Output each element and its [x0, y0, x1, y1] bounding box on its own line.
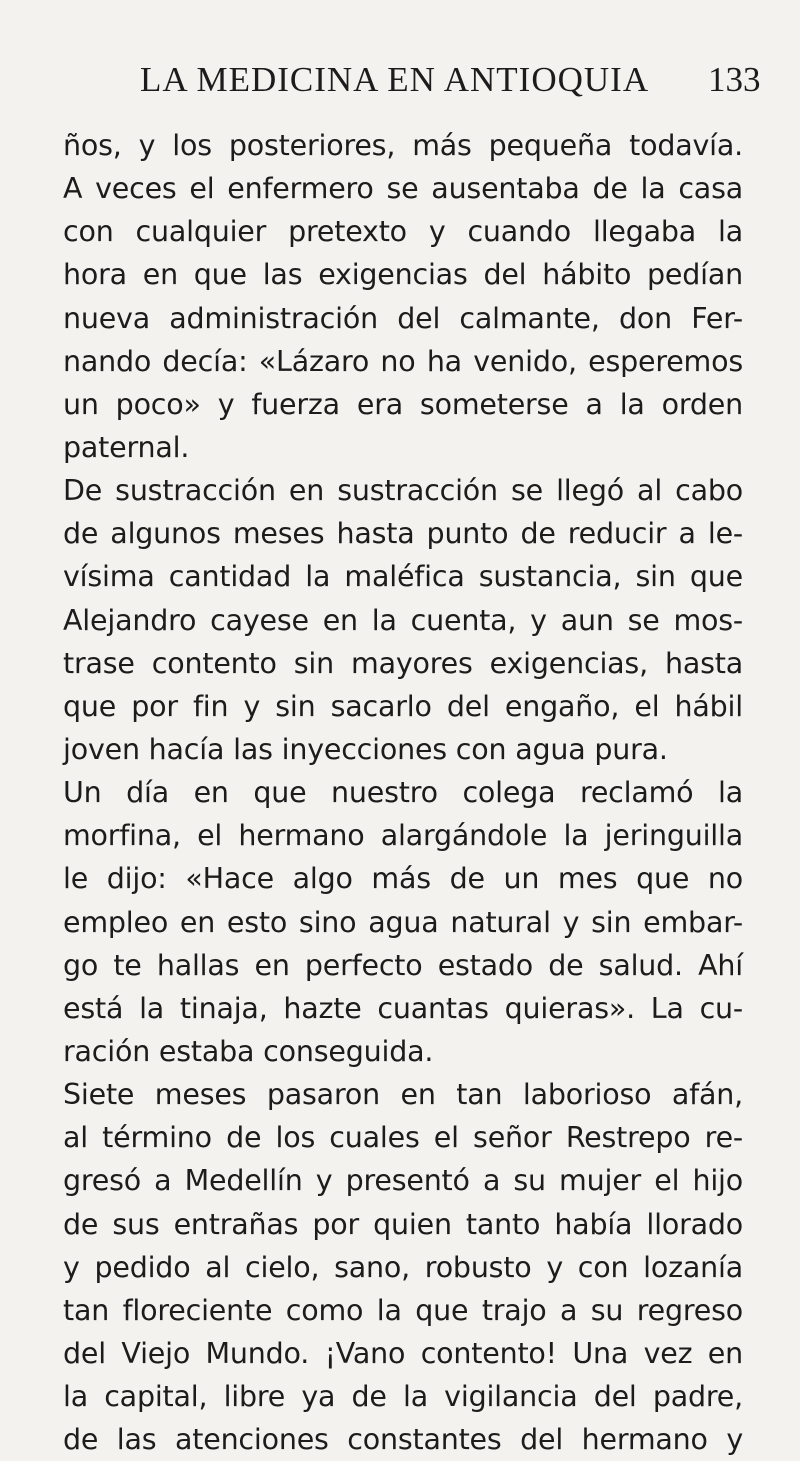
text-line: la capital, libre ya de la vigilancia del padre,: [63, 1380, 743, 1414]
text-line: un poco» y fuerza era someterse a la orden: [63, 387, 743, 421]
text-line: Un día en que nuestro colega reclamó la: [63, 776, 743, 810]
body-text: [63, 124, 743, 1461]
text-line: de sus entrañas por quien tanto había llorado: [63, 1207, 743, 1241]
text-line: está la tinaja, hazte cuantas quieras». La cu-: [63, 991, 743, 1025]
text-line: De sustracción en sustracción se llegó al cabo: [63, 474, 743, 508]
text-line: joven hacía las inyecciones con agua pura.: [63, 732, 668, 766]
text-line: trase contento sin mayores exigencias, hasta: [63, 646, 743, 680]
page-header: [0, 60, 800, 100]
text-line: con cualquier pretexto y cuando llegaba la: [63, 215, 743, 249]
text-line: del Viejo Mundo. ¡Vano contento! Una vez en: [63, 1336, 743, 1370]
text-line: ración estaba conseguida.: [63, 1034, 434, 1068]
running-title: LA MEDICINA EN ANTIOQUIA: [140, 60, 650, 99]
text-line: paternal.: [63, 430, 190, 464]
text-line: le dijo: «Hace algo más de un mes que no: [63, 862, 743, 896]
text-line: al término de los cuales el señor Restrepo re-: [63, 1121, 743, 1155]
text-line: y pedido al cielo, sano, robusto y con lozanía: [63, 1250, 743, 1284]
text-line: ños, y los posteriores, más pequeña todavía.: [63, 129, 743, 162]
text-line: gresó a Medellín y presentó a su mujer el hijo: [63, 1164, 743, 1198]
text-line: de algunos meses hasta punto de reducir a le-: [63, 517, 743, 551]
text-line: nueva administración del calmante, don Fer-: [63, 301, 743, 335]
text-line: empleo en esto sino agua natural y sin embar-: [63, 905, 743, 939]
text-line: Alejandro cayese en la cuenta, y aun se mos-: [63, 603, 743, 637]
text-line: hora en que las exigencias del hábito pedían: [63, 258, 743, 292]
text-line: Siete meses pasaron en tan laborioso afán,: [63, 1078, 743, 1112]
text-line: de las atenciones constantes del hermano y: [63, 1423, 743, 1457]
text-line: nando decía: «Lázaro no ha venido, esperemos: [63, 344, 743, 378]
text-line: vísima cantidad la maléfica sustancia, sin que: [63, 560, 743, 594]
text-line: A veces el enfermero se ausentaba de la casa: [63, 172, 743, 206]
text-line: que por fin y sin sacarlo del engaño, el hábil: [63, 689, 743, 723]
text-line: go te hallas en perfecto estado de salud. Ahí: [63, 948, 743, 982]
text-line: tan floreciente como la que trajo a su regreso: [63, 1293, 743, 1327]
page-number: 133: [708, 60, 761, 99]
text-line: morfina, el hermano alargándole la jeringuilla: [63, 819, 743, 853]
